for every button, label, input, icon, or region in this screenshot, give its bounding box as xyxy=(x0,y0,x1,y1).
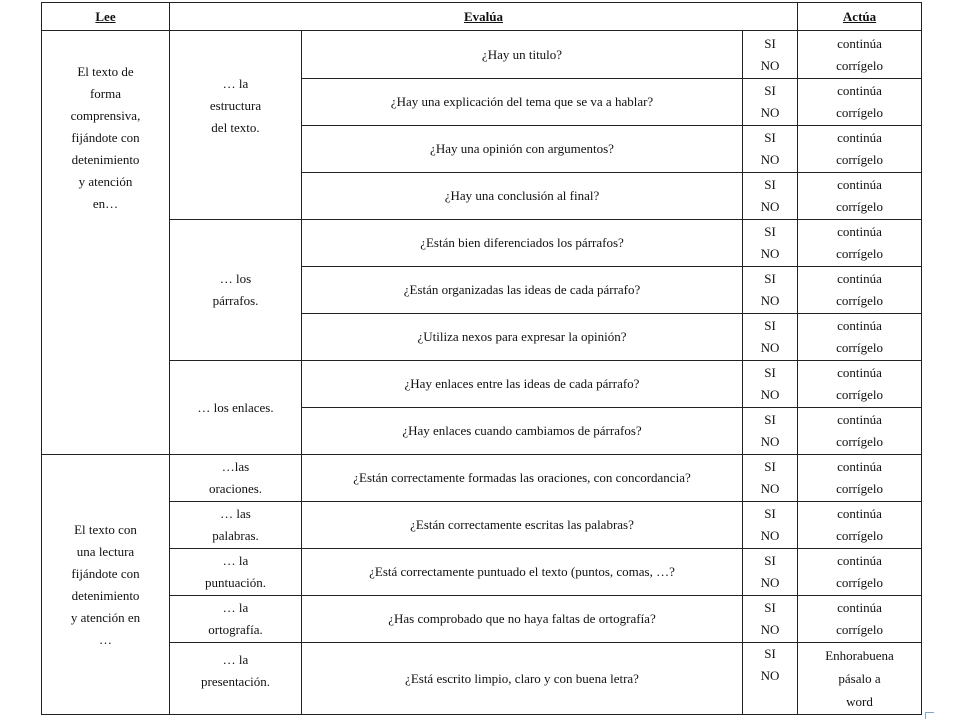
corner-mark xyxy=(925,712,934,719)
header-evalua: Evalúa xyxy=(170,3,798,31)
question: ¿Hay una opinión con argumentos? xyxy=(302,126,743,173)
si-no-cell: SI NO xyxy=(743,314,798,361)
lee-block-2: El texto con una lectura fijándote con detenimiento y atención en … xyxy=(42,455,170,715)
question: ¿Está escrito limpio, claro y con buena letra? xyxy=(302,643,743,715)
aspect-puntuacion: … la puntuación. xyxy=(170,549,302,596)
aspect-ortografia: … la ortografía. xyxy=(170,596,302,643)
action-cell: continúa corrígelo xyxy=(798,408,922,455)
si-no-cell: SI NO xyxy=(743,643,798,715)
si-no-cell: SI NO xyxy=(743,267,798,314)
question: ¿Hay un titulo? xyxy=(302,31,743,79)
action-cell: continúa corrígelo xyxy=(798,502,922,549)
action-cell: continúa corrígelo xyxy=(798,596,922,643)
header-lee: Lee xyxy=(42,3,170,31)
action-cell: continúa corrígelo xyxy=(798,31,922,79)
si-no-cell: SI NO xyxy=(743,79,798,126)
question: ¿Utiliza nexos para expresar la opinión? xyxy=(302,314,743,361)
question: ¿Hay una explicación del tema que se va a hablar? xyxy=(302,79,743,126)
action-cell: continúa corrígelo xyxy=(798,267,922,314)
si-no-cell: SI NO xyxy=(743,220,798,267)
action-cell: continúa corrígelo xyxy=(798,361,922,408)
header-actua: Actúa xyxy=(798,3,922,31)
action-cell: continúa corrígelo xyxy=(798,173,922,220)
question: ¿Hay enlaces entre las ideas de cada párrafo? xyxy=(302,361,743,408)
action-cell: continúa corrígelo xyxy=(798,126,922,173)
aspect-oraciones: …las oraciones. xyxy=(170,455,302,502)
aspect-estructura: … la estructura del texto. xyxy=(170,31,302,220)
si-no-cell: SI NO xyxy=(743,455,798,502)
aspect-enlaces: … los enlaces. xyxy=(170,361,302,455)
question: ¿Hay enlaces cuando cambiamos de párrafos? xyxy=(302,408,743,455)
action-cell: continúa corrígelo xyxy=(798,549,922,596)
evaluation-table xyxy=(41,2,922,715)
si-no-cell: SI NO xyxy=(743,31,798,79)
question: ¿Hay una conclusión al final? xyxy=(302,173,743,220)
question: ¿Están correctamente formadas las oraciones, con concordancia? xyxy=(302,455,743,502)
question: ¿Están organizadas las ideas de cada párrafo? xyxy=(302,267,743,314)
si-no-cell: SI NO xyxy=(743,549,798,596)
si-no-cell: SI NO xyxy=(743,408,798,455)
question: ¿Están bien diferenciados los párrafos? xyxy=(302,220,743,267)
action-cell: continúa corrígelo xyxy=(798,314,922,361)
lee-block-1: El texto de forma comprensiva, fijándote con detenimiento y atención en… xyxy=(42,31,170,455)
action-cell: continúa corrígelo xyxy=(798,79,922,126)
aspect-palabras: … las palabras. xyxy=(170,502,302,549)
question: ¿Has comprobado que no haya faltas de ortografía? xyxy=(302,596,743,643)
question: ¿Están correctamente escritas las palabras? xyxy=(302,502,743,549)
question: ¿Está correctamente puntuado el texto (puntos, comas, …? xyxy=(302,549,743,596)
action-cell: continúa corrígelo xyxy=(798,220,922,267)
action-cell: Enhorabuena pásalo a word xyxy=(798,643,922,715)
si-no-cell: SI NO xyxy=(743,596,798,643)
si-no-cell: SI NO xyxy=(743,126,798,173)
si-no-cell: SI NO xyxy=(743,502,798,549)
action-cell: continúa corrígelo xyxy=(798,455,922,502)
si-no-cell: SI NO xyxy=(743,361,798,408)
si-no-cell: SI NO xyxy=(743,173,798,220)
aspect-parrafos: … los párrafos. xyxy=(170,220,302,361)
aspect-presentacion: … la presentación. xyxy=(170,643,302,715)
